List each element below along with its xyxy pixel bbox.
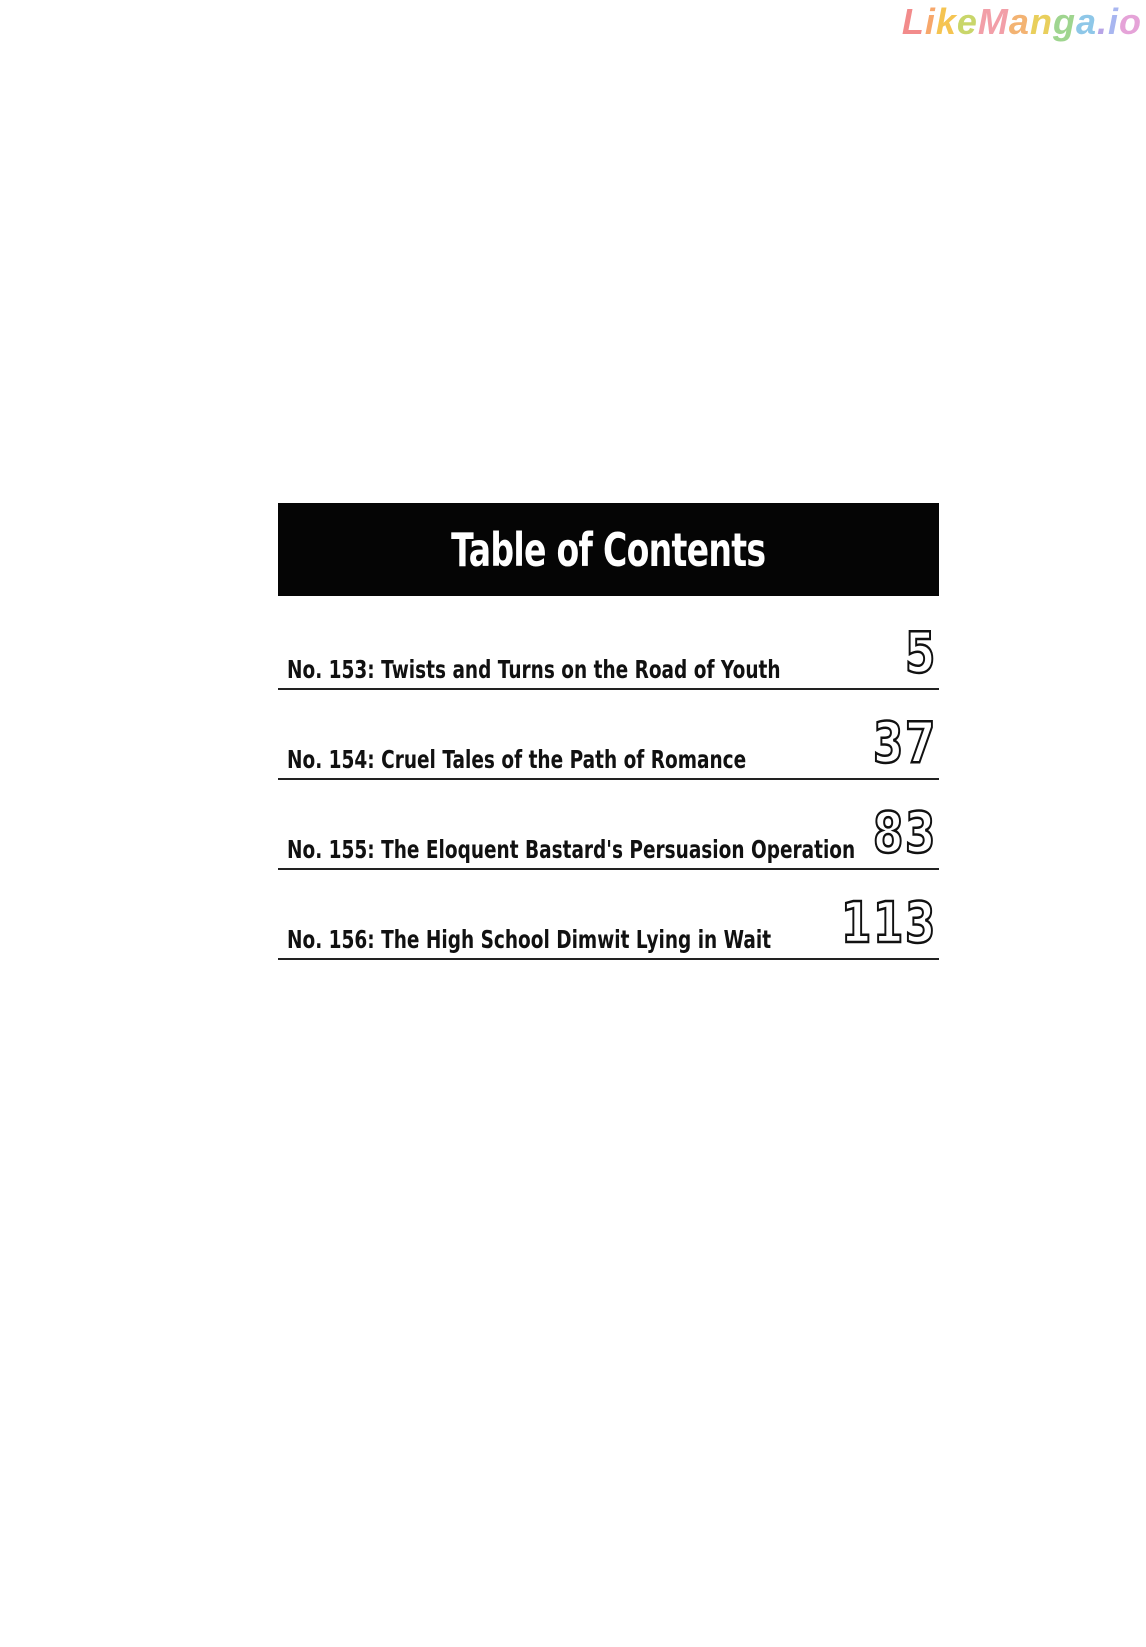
toc-header-bar — [278, 503, 939, 596]
site-watermark — [902, 2, 1142, 42]
page-number: 5 — [905, 621, 937, 686]
watermark-letter: i — [1107, 1, 1119, 42]
watermark-letter: g — [1052, 1, 1076, 42]
watermark-letter: i — [924, 1, 936, 42]
chapter-title: No. 153: Twists and Turns on the Road of Youth — [287, 655, 781, 684]
watermark-letter: n — [1029, 1, 1053, 42]
chapter-title: No. 156: The High School Dimwit Lying in Wait — [287, 925, 772, 954]
watermark-letter: k — [935, 1, 957, 42]
toc-title: Table of Contents — [451, 522, 766, 577]
chapter-title: No. 154: Cruel Tales of the Path of Romance — [287, 745, 747, 774]
watermark-letter: o — [1119, 1, 1142, 42]
toc-entry[interactable] — [278, 690, 939, 780]
page-number: 83 — [873, 801, 937, 866]
chapter-title: No. 155: The Eloquent Bastard's Persuasion Operation — [287, 835, 856, 864]
watermark-letter: a — [1008, 1, 1030, 42]
watermark-letter: M — [977, 1, 1009, 42]
table-of-contents — [278, 503, 939, 960]
watermark-letter: . — [1096, 1, 1108, 42]
watermark-letter: a — [1075, 1, 1097, 42]
watermark-letter: L — [901, 1, 925, 42]
watermark-letter: e — [956, 1, 978, 42]
toc-entry[interactable] — [278, 780, 939, 870]
toc-entry[interactable] — [278, 618, 939, 690]
page-number: 113 — [841, 891, 937, 956]
toc-entry[interactable] — [278, 870, 939, 960]
page-number: 37 — [873, 711, 937, 776]
